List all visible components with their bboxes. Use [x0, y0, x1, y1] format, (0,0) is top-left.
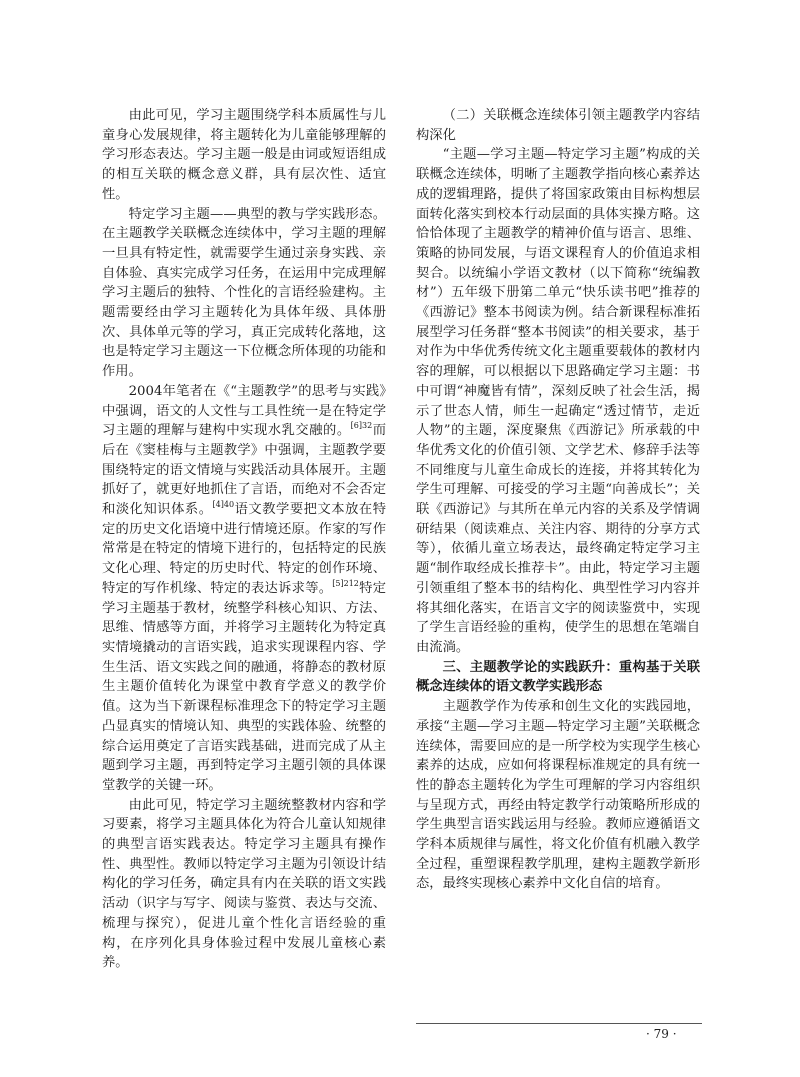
- left-text-column: [102, 106, 386, 973]
- citation-ref: [4]40: [212, 500, 235, 510]
- right-text-column: [416, 106, 700, 894]
- subsection-heading: （二）关联概念连续体引领主题教学内容结构深化: [416, 108, 700, 143]
- paragraph-text: 而后在《窦桂梅与主题教学》中强调，主题教学要围绕特定的语文情境与实践活动具体展开。主题抓好了，就更好地抓住了言语，而绝对不会否定和淡化知识体系。: [102, 423, 387, 518]
- paragraph-text: 语文教学要把文本放在特定的历史文化语境中进行情境还原。作家的写作常常是在特定的情境下进行的，包括特定的民族文化心理、特定的历史时代、特定的创作环境、特定的写作机缘、特定的表达诉求等。: [102, 502, 387, 596]
- body-paragraph: 特定学习主题——典型的教与学实践形态。在主题教学关联概念连续体中，学习主题的理解一旦具有特定性，就需要学生通过亲身实践、亲自体验、真实完成学习任务，在运用中完成理解学习主题后的独特、个性化的言语经验建构。主题需要经由学习主题转化为具体年级、具体册次、具体单元等的学习，真正完成转化落地，这也是特定学习主题这一下位概念所体现的功能和作用。: [102, 206, 386, 380]
- body-paragraph: 主题教学作为传承和创生文化的实践园地，承接“主题—学习主题—特定学习主题”关联概念连续体，需要回应的是一所学校为实现学生核心素养的达成，应如何将课程标准规定的具有统一性的静态主题转化为学生可理解的学习内容组织与呈现方式，再经由特定教学行动策略所形成的学生典型言语实践运用与经验。教师应遵循语文学科本质规律与属性，将文化价值有机融入教学全过程，重塑课程教学肌理，建构主题教学新形态，最终实现核心素养中文化自信的培育。: [416, 699, 700, 892]
- citation-ref: [5]212: [332, 578, 359, 588]
- body-paragraph: 由此可见，特定学习主题统整教材内容和学习要素，将学习主题具体化为符合儿童认知规律的典型言语实践表达。特定学习主题具有操作性、典型性。教师以特定学习主题为引领设计结构化的学习任务，确定具有内在关联的语文实践活动（识字与写字、阅读与鉴赏、表达与交流、梳理与探究），促进儿童个性化言语经验的重构，在序列化具身体验过程中发展儿童核心素养。: [102, 797, 386, 971]
- citation-ref: [6]32: [350, 421, 373, 431]
- body-paragraph: [102, 382, 386, 796]
- body-paragraph: “主题—学习主题—特定学习主题”构成的关联概念连续体，明晰了主题教学指向核心素养达成的逻辑理路，提供了将国家政策由目标构想层面转化落实到校本行动层面的具体实操方略。这恰恰体现了主题教学的精神价值与语言、思维、策略的协同发展，与语文课程育人的价值追求相契合。以统编小学语文教材（以下简称“统编教材”）五年级下册第二单元“快乐读书吧”推荐的《西游记》整本书阅读为例。结合新课程标准拓展型学习任务群“整本书阅读”的相关要求，基于对作为中华优秀传统文化主题重要载体的教材内容的理解，可以根据以下思路确定学习主题：书中可谓“神魔皆有情”，深刻反映了社会生活，揭示了世态人情，师生一起确定“透过情节，走近人物”的主题，深度聚焦《西游记》所承载的中华优秀文化的价值引领、文学艺术、修辞手法等不同维度与儿童生命成长的连接，并将其转化为学生可理解、可接受的学习主题“向善成长”；关联《西游记》与其所在单元内容的关系及学情调研结果（阅读难点、关注内容、期待的分享方式等），依循儿童立场表达，最终确定特定学习主题“制作取经成长推荐卡”。由此，特定学习主题引领重组了整本书的结构化、典型性学习内容并将其细化落实，在语言文字的阅读鉴赏中，实现了学生言语经验的重构，使学生的思想在笔端自由流淌。: [416, 147, 700, 655]
- section-heading: 三、主题教学论的实践跃升：重构基于关联概念连续体的语文教学实践形态: [416, 659, 700, 695]
- paragraph-text: 特定学习主题基于教材，统整学科核心知识、方法、思维、情感等方面，并将学习主题转化为特定真实情境撬动的言语实践，追求实现课程内容、学生生活、语文实践之间的融通，将静态的教材原生主题价值转化为课堂中教育学意义的教学价值。这为当下新课程标准理念下的特定学习主题凸显真实的情境认知、典型的实践体验、统整的综合运用奠定了言语实践基础，进而完成了从主题到学习主题，再到特定学习主题引领的具体课堂教学的关键一环。: [102, 580, 386, 793]
- page-number: · 79 ·: [646, 1027, 677, 1041]
- footer-rule: [416, 1023, 702, 1024]
- body-paragraph: 由此可见，学习主题围绕学科本质属性与儿童身心发展规律，将主题转化为儿童能够理解的学习形态表达。学习主题一般是由词或短语组成的相互关联的概念意义群，具有层次性、适宜性。: [102, 108, 386, 202]
- paragraph-text: 2004年笔者在《“主题教学”的思考与实践》中强调，语文的人文性与工具性统一是在特定学习主题的理解与建构中实现水乳交融的。: [102, 383, 386, 439]
